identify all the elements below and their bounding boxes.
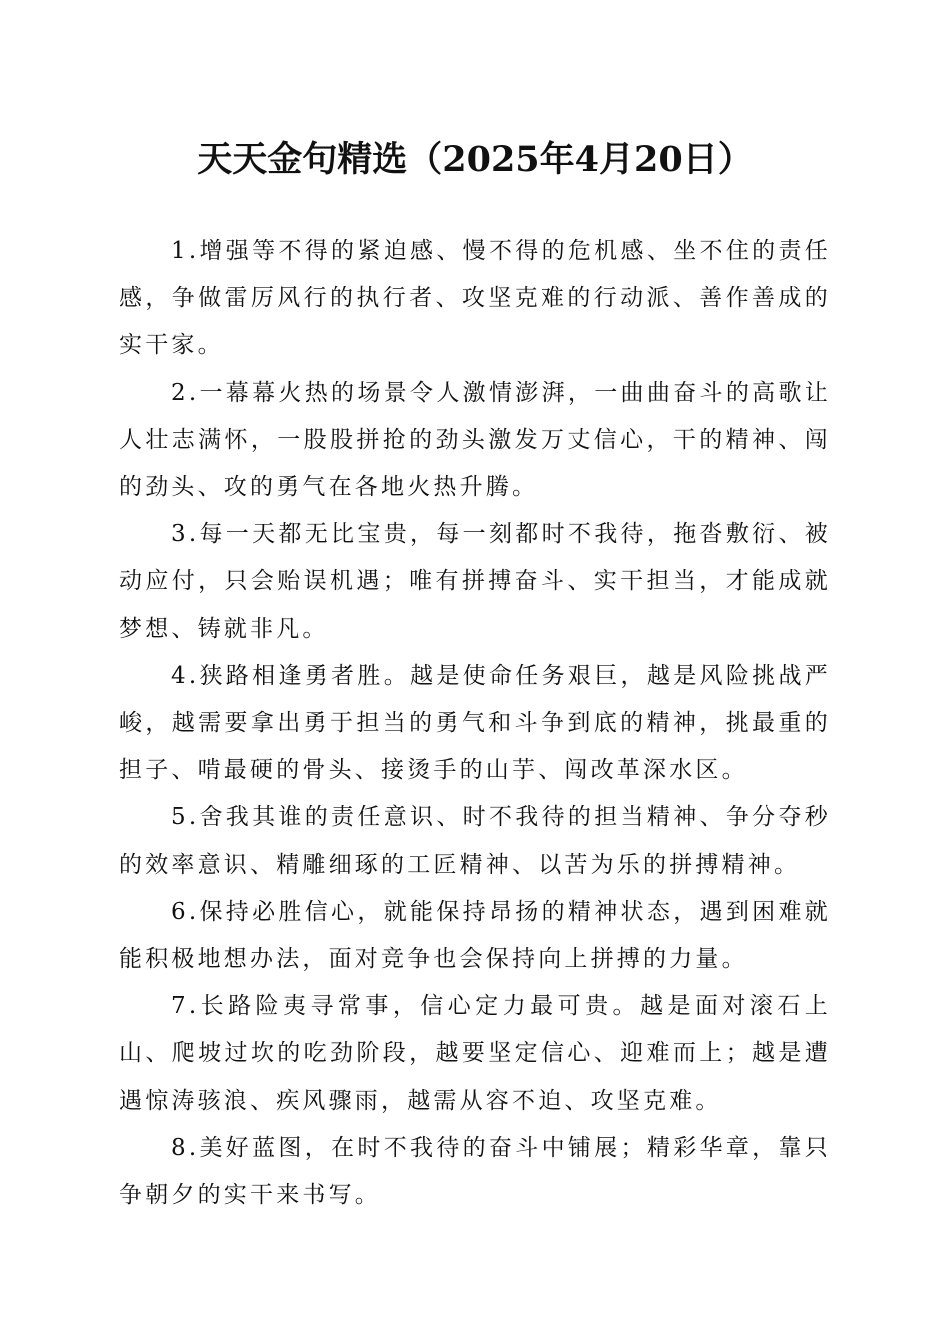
paragraph-2: 2.一幕幕火热的场景令人激情澎湃，一曲曲奋斗的高歌让人壮志满怀，一股股拼抢的劲头激发万丈信心，干的精神、闯的劲头、攻的勇气在各地火热升腾。	[119, 379, 831, 501]
paragraph-4: 4.狭路相逢勇者胜。越是使命任务艰巨，越是风险挑战严峻，越需要拿出勇于担当的勇气和斗争到底的精神，挑最重的担子、啃最硬的骨头、接烫手的山芋、闯改革深水区。	[119, 662, 831, 784]
paragraph-1: 1.增强等不得的紧迫感、慢不得的危机感、坐不住的责任感，争做雷厉风行的执行者、攻坚克难的行动派、善作善成的实干家。	[119, 238, 831, 359]
paragraph-8: 8.美好蓝图，在时不我待的奋斗中铺展；精彩华章，靠只争朝夕的实干来书写。	[119, 1134, 831, 1209]
paragraph-6: 6.保持必胜信心，就能保持昂扬的精神状态，遇到困难就能积极地想办法，面对竞争也会保持向上拼搏的力量。	[119, 898, 831, 973]
document-body	[119, 228, 831, 1219]
paragraph-5: 5.舍我其谁的责任意识、时不我待的担当精神、争分夺秒的效率意识、精雕细琢的工匠精神、以苦为乐的拼搏精神。	[119, 804, 831, 878]
paragraph-7: 7.长路险夷寻常事，信心定力最可贵。越是面对滚石上山、爬坡过坎的吃劲阶段，越要坚定信心、迎难而上；越是遭遇惊涛骇浪、疾风骤雨，越需从容不迫、攻坚克难。	[119, 993, 831, 1114]
paragraph-3: 3.每一天都无比宝贵，每一刻都时不我待，拖沓敷衍、被动应付，只会贻误机遇；唯有拼搏奋斗、实干担当，才能成就梦想、铸就非凡。	[119, 521, 831, 642]
page-title: 天天金句精选（2025年4月20日）	[197, 139, 753, 180]
